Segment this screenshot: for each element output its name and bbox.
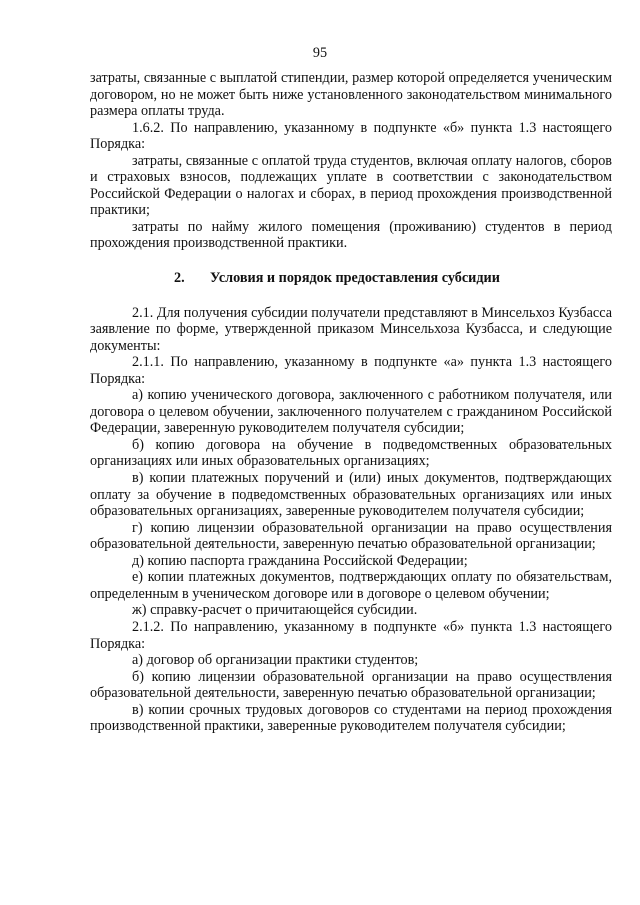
section-heading [90, 270, 612, 287]
paragraph-housing-costs: затраты по найму жилого помещения (проживанию) студентов в период прохождения производственной практики. [90, 218, 612, 252]
paragraph-1-6-2: 1.6.2. По направлению, указанному в подпункте «б» пункта 1.3 настоящего Порядка: [90, 119, 612, 153]
paragraph-stipend-costs: затраты, связанные с выплатой стипендии, размер которой определяется ученическим договором, но не может быть ниже установленного законодательством минимального размера оплаты труда. [90, 70, 612, 120]
paragraph-2-1-2: 2.1.2. По направлению, указанному в подпункте «б» пункта 1.3 настоящего Порядка: [90, 618, 612, 652]
list-item-d: д) копию паспорта гражданина Российской Федерации; [132, 552, 468, 569]
list-item-a2: а) договор об организации практики студентов; [132, 652, 419, 669]
paragraph-labor-costs: затраты, связанные с оплатой труда студентов, включая оплату налогов, сборов и страховых взносов, подлежащих уплате в соответствии с законодательством Российской Федерации о налогах и сборах, в период прохождения производственной практики; [90, 152, 612, 219]
list-item-b: б) копию договора на обучение в подведомственных образовательных организациях или иных образовательных организациях; [90, 436, 612, 470]
section-number: 2. [174, 270, 185, 287]
paragraph-2-1: 2.1. Для получения субсидии получатели представляют в Минсельхоз Кузбасса заявление по форме, утвержденной приказом Минсельхоза Кузбасса, и следующие документы: [90, 304, 612, 354]
list-item-a: а) копию ученического договора, заключенного с работником получателя, или договора о целевом обучении, заключенного получателем с гражданином Российской Федерации, заверенную руководителем получателя субсидии; [90, 387, 612, 437]
list-item-v2: в) копии срочных трудовых договоров со студентами на период прохождения производственной практики, заверенные руководителем получателя субсидии; [90, 701, 612, 735]
section-title: Условия и порядок предоставления субсидии [210, 270, 500, 287]
list-item-e: е) копии платежных документов, подтверждающих оплату по обязательствам, определенным в ученическом договоре или в договоре о целевом обучении; [90, 569, 612, 602]
list-item-g: г) копию лицензии образовательной организации на право осуществления образовательной деятельности, заверенную печатью образовательной организации; [90, 519, 612, 553]
page-number: 95 [312, 45, 328, 61]
list-item-v: в) копии платежных поручений и (или) иных документов, подтверждающих оплату за обучение в подведомственных образовательных организациях или иных образовательных организациях, заверенные руководителем получателя субсидии; [90, 470, 612, 520]
paragraph-2-1-1: 2.1.1. По направлению, указанному в подпункте «а» пункта 1.3 настоящего Порядка: [90, 354, 612, 387]
list-item-zh: ж) справку-расчет о причитающейся субсидии. [132, 602, 418, 619]
document-body [90, 70, 612, 735]
list-item-b2: б) копию лицензии образовательной организации на право осуществления образовательной деятельности, заверенную печатью образовательной организации; [90, 668, 612, 702]
